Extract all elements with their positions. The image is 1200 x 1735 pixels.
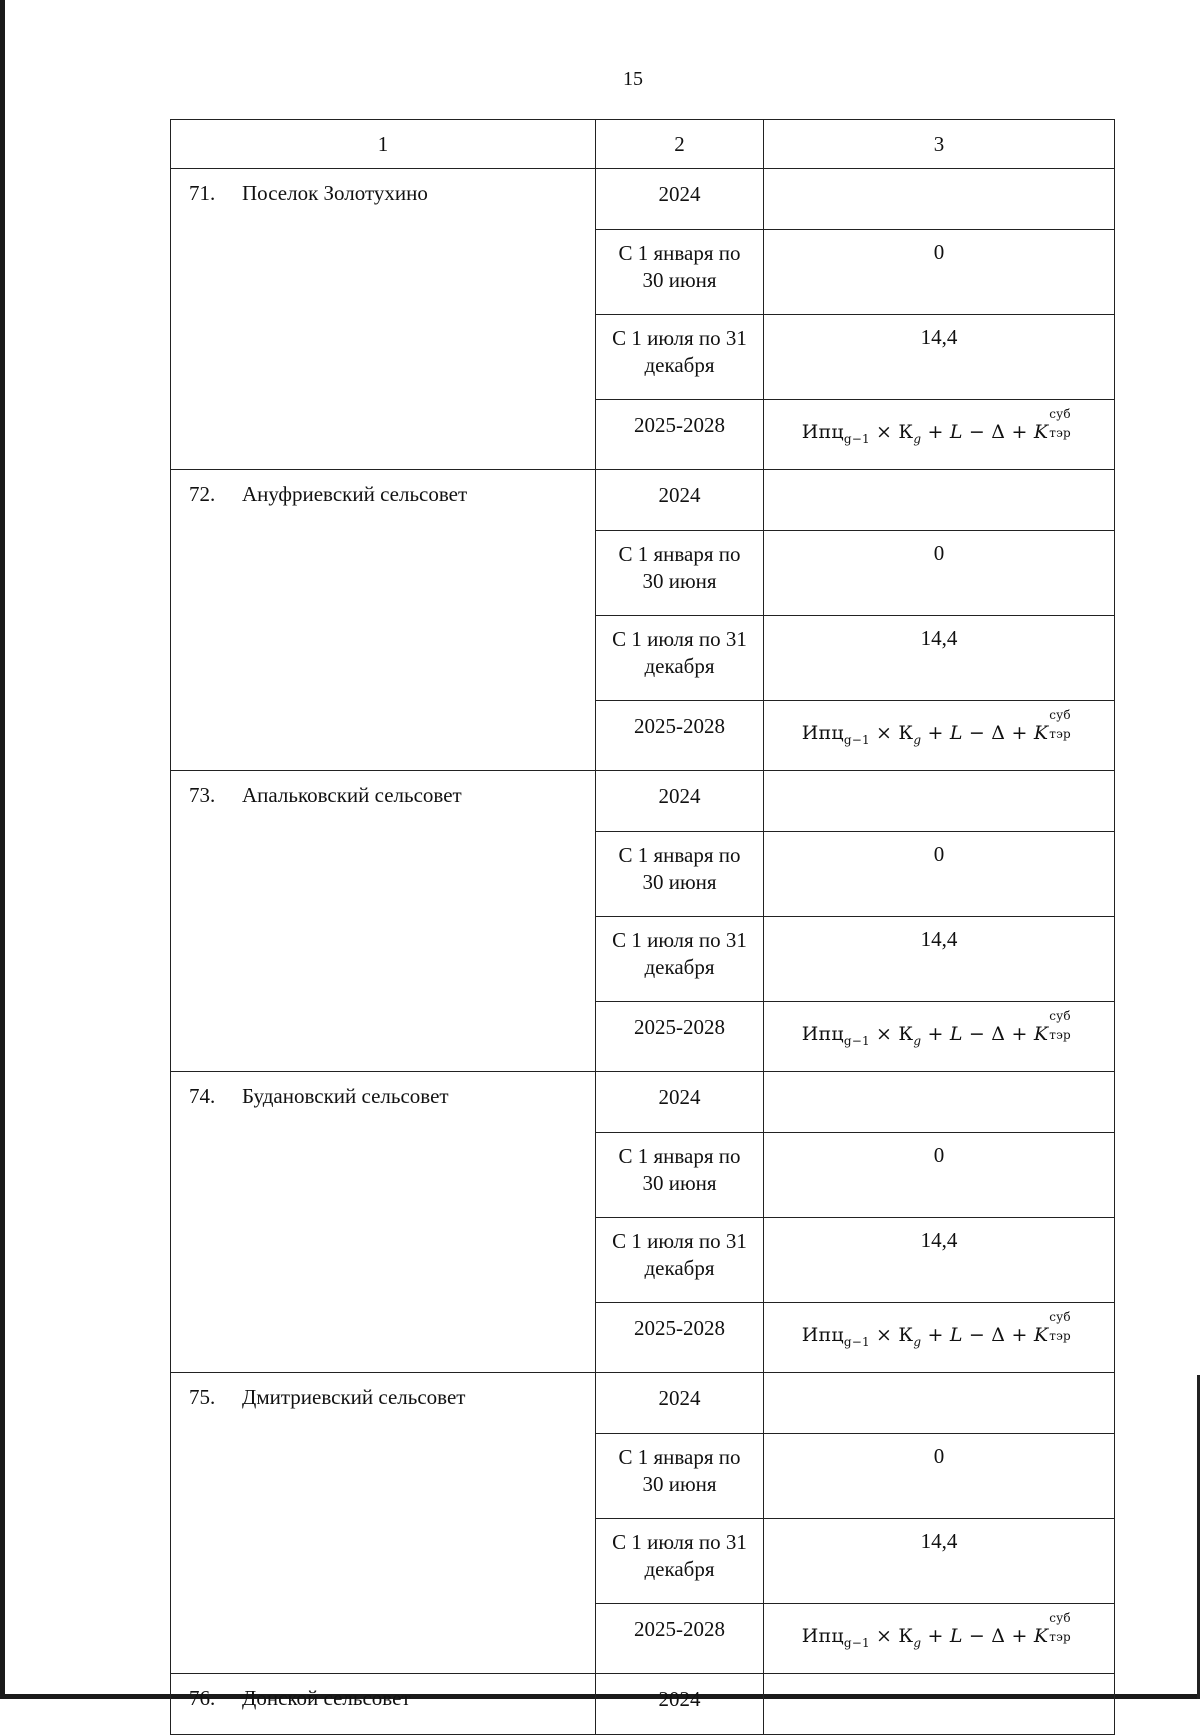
header-col-3: 3: [764, 120, 1115, 169]
settlement-cell: [171, 771, 596, 1072]
period-cell: 2024: [596, 1072, 764, 1133]
tariff-formula: $Ипц_{g-1} \times К_g + L - \Delta + K$ суб тэр: [801, 1310, 1071, 1349]
formula-cell: [764, 400, 1115, 470]
value-cell: [764, 771, 1115, 832]
table-row: [171, 1072, 1115, 1133]
tariff-table: [170, 119, 1115, 1735]
value-cell: [764, 1373, 1115, 1434]
value-cell: [764, 470, 1115, 531]
formula-cell: [764, 1604, 1115, 1674]
period-cell: С 1 июля по 31 декабря: [596, 315, 764, 400]
period-cell: 2025-2028: [596, 1604, 764, 1674]
tariff-formula: $Ипц_{g-1} \times К_g + L - \Delta + K$ суб тэр: [801, 1611, 1071, 1650]
period-cell: 2025-2028: [596, 400, 764, 470]
table-row: [171, 771, 1115, 832]
settlement-name: Апальковский сельсовет: [242, 783, 462, 807]
table-header-row: [171, 120, 1115, 169]
page-number: 15: [623, 68, 643, 90]
period-cell: 2024: [596, 1674, 764, 1735]
entry-number: 72.: [189, 482, 216, 506]
table-row: [171, 169, 1115, 230]
settlement-cell: [171, 1072, 596, 1373]
entry-number: 75.: [189, 1385, 216, 1409]
period-cell: С 1 января по 30 июня: [596, 1133, 764, 1218]
settlement-cell: [171, 169, 596, 470]
settlement-name: Ануфриевский сельсовет: [242, 482, 468, 506]
settlement-name: Будановский сельсовет: [242, 1084, 449, 1108]
value-cell: [764, 1072, 1115, 1133]
period-cell: 2025-2028: [596, 701, 764, 771]
value-cell: 14,4: [764, 917, 1115, 1002]
value-cell: [764, 169, 1115, 230]
entry-number: 71.: [189, 181, 216, 205]
table-row: [171, 1373, 1115, 1434]
period-cell: 2024: [596, 771, 764, 832]
period-cell: С 1 июля по 31 декабря: [596, 917, 764, 1002]
settlement-cell: [171, 1373, 596, 1674]
period-cell: 2024: [596, 470, 764, 531]
period-cell: С 1 июля по 31 декабря: [596, 1218, 764, 1303]
tariff-formula: $Ипц_{g-1} \times К_g + L - \Delta + K$ суб тэр: [801, 407, 1071, 446]
value-cell: 14,4: [764, 616, 1115, 701]
value-cell: 14,4: [764, 1519, 1115, 1604]
value-cell: 0: [764, 230, 1115, 315]
settlement-name: Поселок Золотухино: [242, 181, 428, 205]
period-cell: С 1 января по 30 июня: [596, 832, 764, 917]
value-cell: [764, 1674, 1115, 1735]
settlement-cell: [171, 470, 596, 771]
header-col-1: 1: [171, 120, 596, 169]
entry-number: 76.: [189, 1686, 216, 1710]
settlement-name: Дмитриевский сельсовет: [242, 1385, 466, 1409]
value-cell: 14,4: [764, 1218, 1115, 1303]
period-cell: 2024: [596, 1373, 764, 1434]
period-cell: С 1 июля по 31 декабря: [596, 1519, 764, 1604]
entry-number: 74.: [189, 1084, 216, 1108]
scan-border-left: [0, 0, 5, 1699]
formula-cell: [764, 701, 1115, 771]
value-cell: 0: [764, 832, 1115, 917]
period-cell: 2025-2028: [596, 1002, 764, 1072]
period-cell: С 1 января по 30 июня: [596, 230, 764, 315]
period-cell: С 1 июля по 31 декабря: [596, 616, 764, 701]
entry-number: 73.: [189, 783, 216, 807]
period-cell: С 1 января по 30 июня: [596, 1434, 764, 1519]
tariff-formula: $Ипц_{g-1} \times К_g + L - \Delta + K$ суб тэр: [801, 1009, 1071, 1048]
table-row: [171, 1674, 1115, 1735]
value-cell: 14,4: [764, 315, 1115, 400]
tariff-formula: $Ипц_{g-1} \times К_g + L - \Delta + K$ суб тэр: [801, 708, 1071, 747]
formula-cell: [764, 1303, 1115, 1373]
period-cell: 2024: [596, 169, 764, 230]
settlement-name: Донской сельсовет: [242, 1686, 411, 1710]
settlement-cell: [171, 1674, 596, 1735]
formula-cell: [764, 1002, 1115, 1072]
value-cell: 0: [764, 1133, 1115, 1218]
header-col-2: 2: [596, 120, 764, 169]
period-cell: 2025-2028: [596, 1303, 764, 1373]
value-cell: 0: [764, 1434, 1115, 1519]
value-cell: 0: [764, 531, 1115, 616]
table-row: [171, 470, 1115, 531]
period-cell: С 1 января по 30 июня: [596, 531, 764, 616]
